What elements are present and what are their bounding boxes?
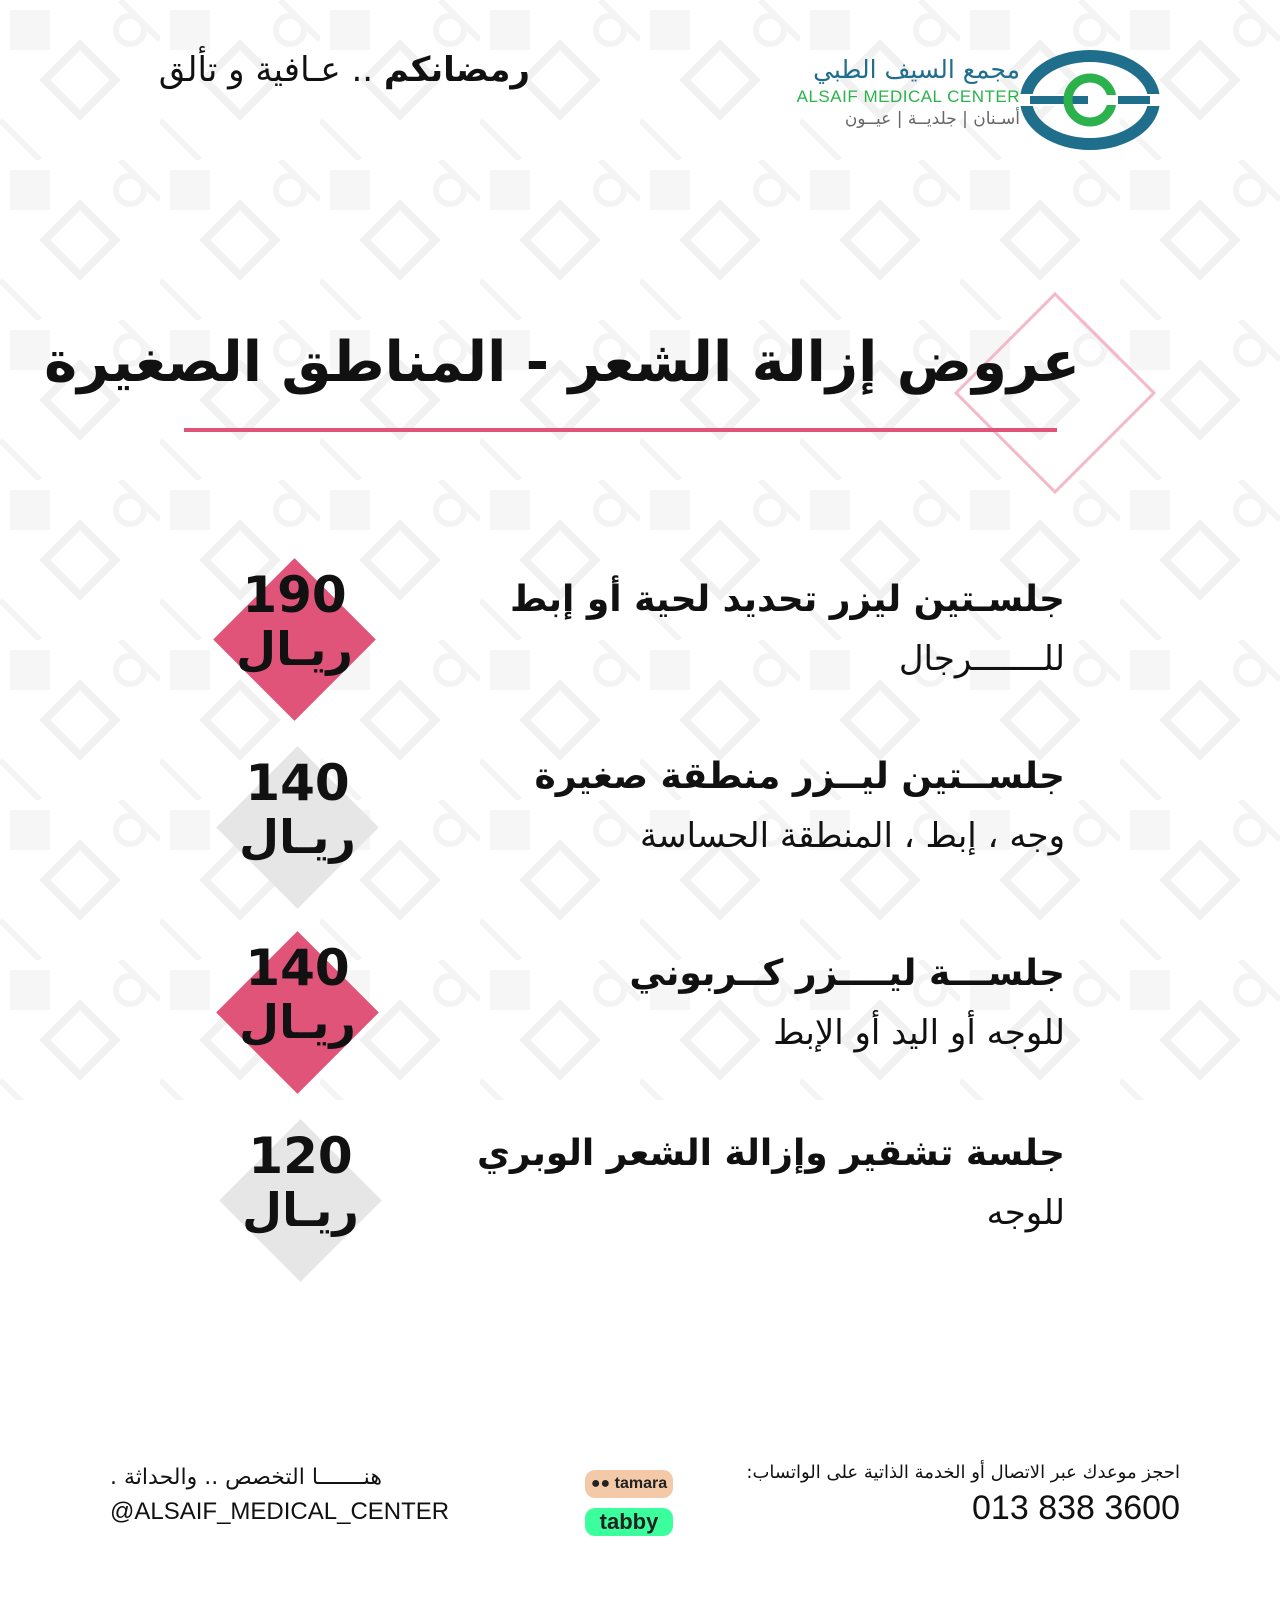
footer-slogan: هنـــــــا التخصص .. والحداثة . [110, 1465, 382, 1490]
price-badge [207, 552, 382, 727]
tamara-payment-badge [585, 1470, 673, 1498]
price-currency: ريـال [239, 995, 356, 1049]
offer-title: جلســـة ليــــزر كــربوني [629, 953, 1065, 994]
alsaif-logo-icon [1020, 48, 1170, 152]
offer-title: جلسـتين ليزر تحديد لحية أو إبط [509, 579, 1065, 620]
tabby-payment-badge [585, 1508, 673, 1536]
tamara-label: tamara [614, 1475, 668, 1492]
ramadan-slogan [110, 50, 530, 90]
brand-block [700, 55, 1020, 129]
price-badge [213, 1113, 388, 1288]
booking-text: احجز موعدك عبر الاتصال أو الخدمة الذاتية على الواتساب: [746, 1462, 1180, 1483]
price-value: 120 [248, 1127, 353, 1185]
price-badge [210, 740, 385, 915]
tabby-label: tabby [599, 1509, 659, 1534]
offer-item [520, 952, 1065, 1054]
phone-number[interactable]: 013 838 3600 [972, 1489, 1180, 1527]
offer-subtitle: للوجه أو اليد أو الإبط [773, 1013, 1065, 1054]
price-badge [210, 925, 385, 1100]
price-currency: ريـال [236, 622, 353, 676]
footer-left [110, 1465, 470, 1526]
offer-subtitle: للـــــــرجال [898, 639, 1065, 680]
offer-subtitle: وجه ، إبط ، المنطقة الحساسة [639, 816, 1065, 857]
price-currency: ريـال [239, 810, 356, 864]
brand-name-english: ALSAIF MEDICAL CENTER [796, 87, 1020, 106]
price-currency: ريـال [242, 1183, 359, 1237]
offer-subtitle: للوجه [986, 1193, 1065, 1234]
offer-item [520, 755, 1065, 857]
offer-title: جلســتين ليــزر منطقة صغيرة [534, 756, 1065, 797]
brand-specialties: أسـنان | جلديــة | عيــون [844, 108, 1020, 129]
offer-item [509, 578, 1065, 680]
social-handle[interactable]: @ALSAIF_MEDICAL_CENTER [110, 1498, 450, 1525]
slogan-rest: .. عـافية و تألق [158, 50, 384, 90]
offer-item [476, 1132, 1065, 1234]
title-underline [184, 428, 1057, 432]
price-value: 190 [242, 566, 347, 624]
price-value: 140 [245, 754, 350, 812]
offer-title: جلسة تشقير وإزالة الشعر الوبري [476, 1133, 1065, 1174]
price-value: 140 [245, 939, 350, 997]
page-title: عروض إزالة الشعر - المناطق الصغيرة [44, 330, 1080, 395]
tamara-dot-icon: ●● [590, 1475, 611, 1492]
footer-right [740, 1462, 1180, 1528]
brand-name-arabic: مجمع السيف الطبي [813, 55, 1020, 84]
slogan-bold: رمضانكم [383, 50, 530, 90]
